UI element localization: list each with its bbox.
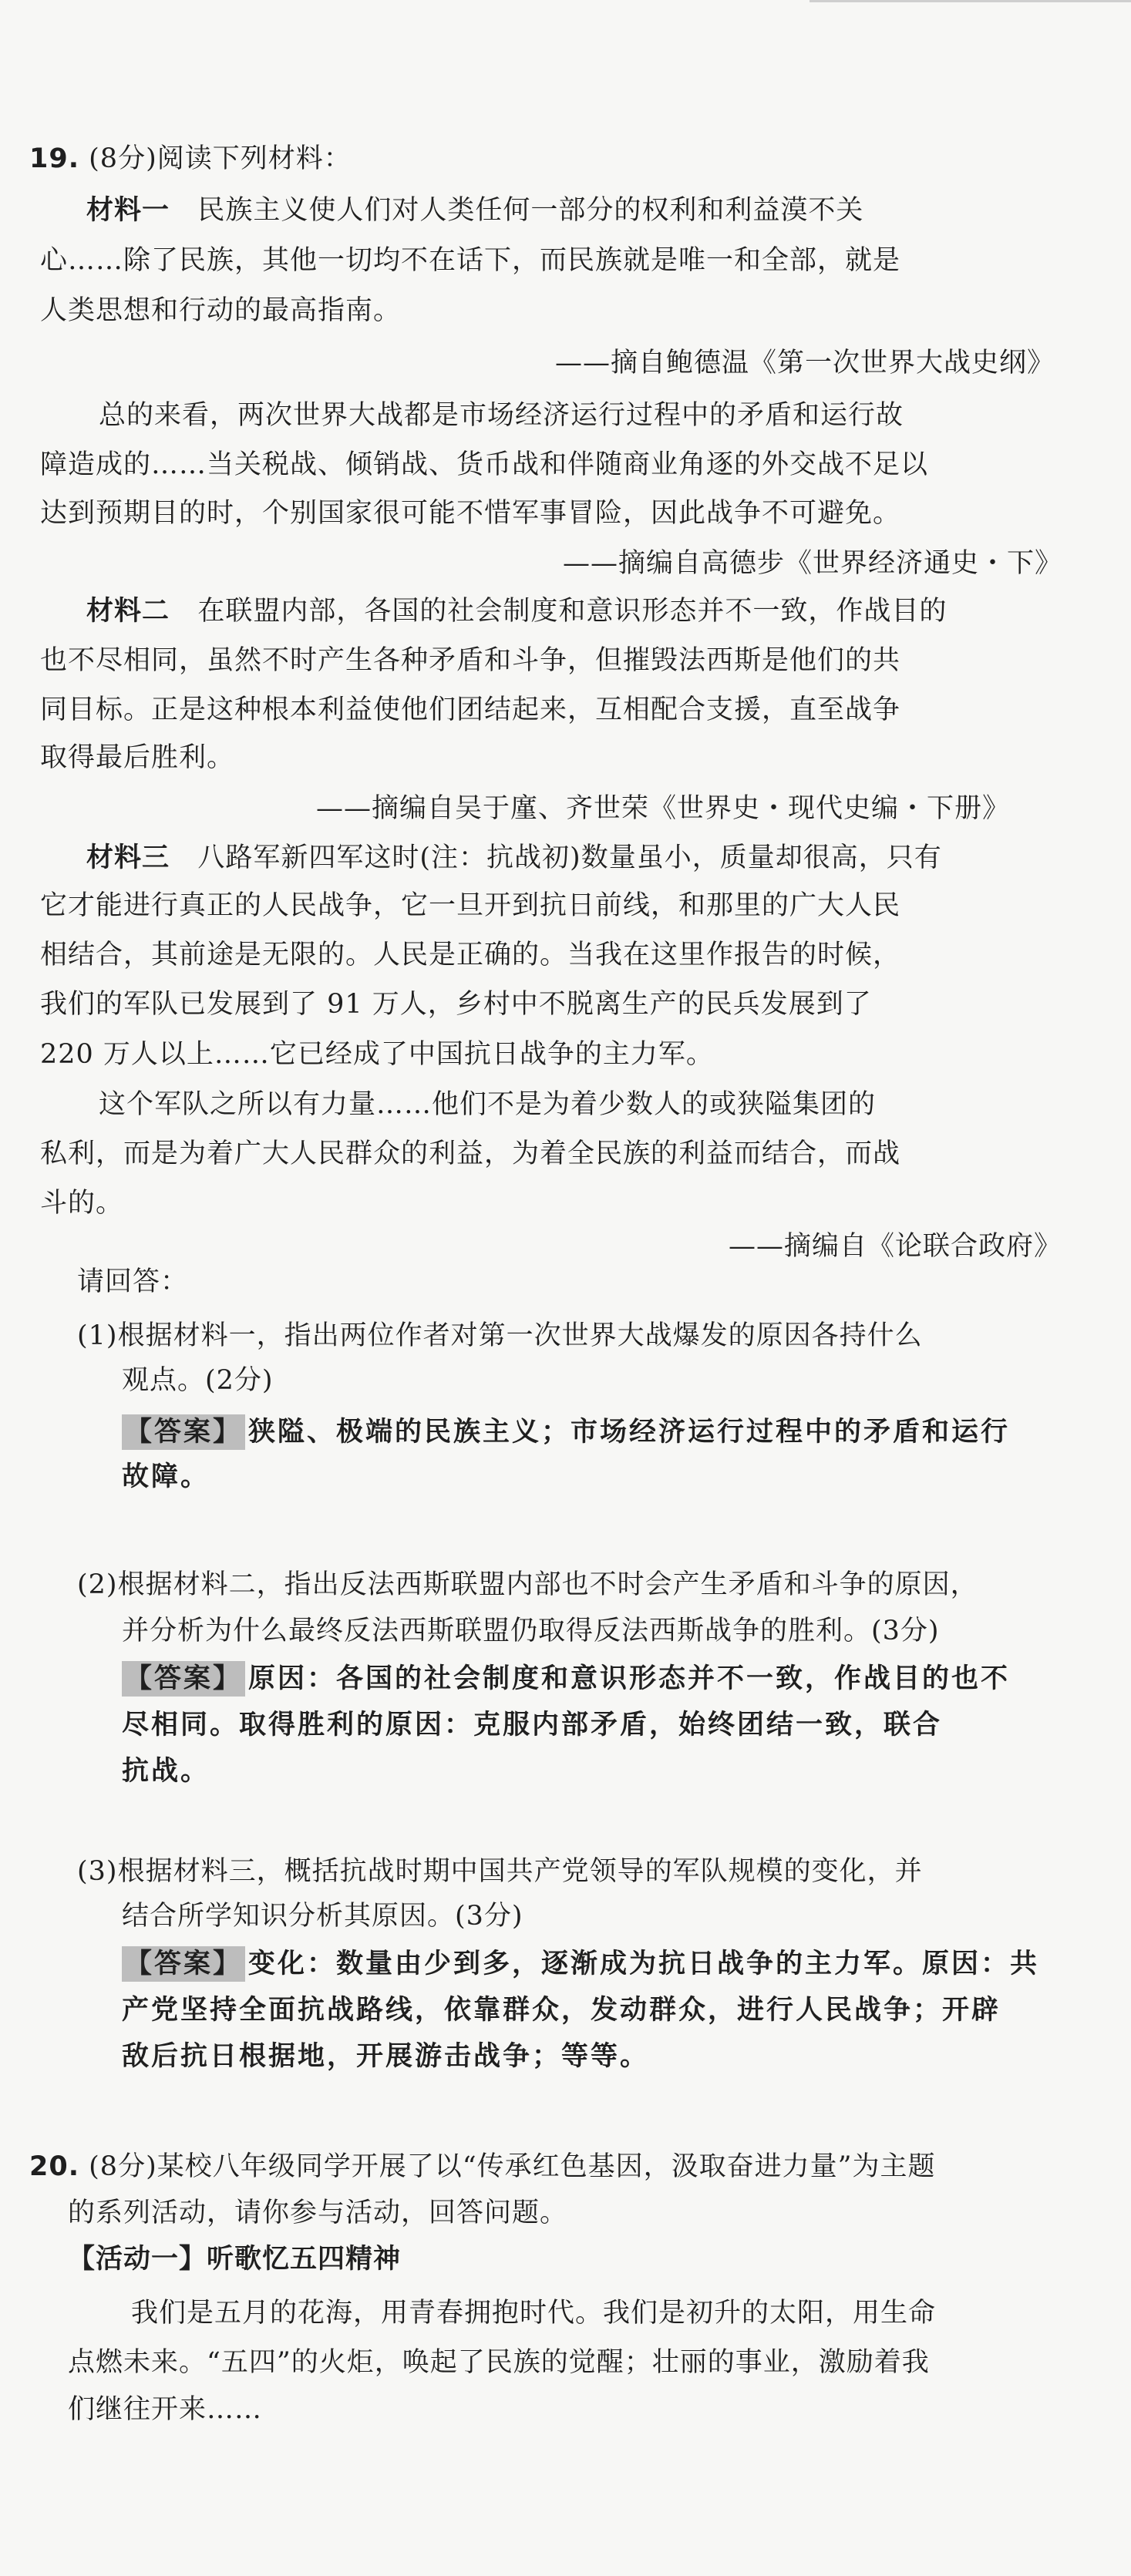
material-2-text: 在联盟内部，各国的社会制度和意识形态并不一致，作战目的	[197, 596, 948, 627]
answer-2-line-3: 抗战。	[122, 1755, 210, 1787]
material-3-source: ——摘编自《论联合政府》	[729, 1231, 1062, 1262]
sub-question-3-line-1: (3)根据材料三，概括抗战时期中国共产党领导的军队规模的变化，并	[77, 1856, 923, 1887]
q19-header	[29, 141, 352, 177]
answer-3-line-3: 敌后抗日根据地，开展游击战争；等等。	[122, 2040, 650, 2072]
answer-3-line-1	[122, 1946, 1039, 1982]
answer-2-text: 原因：各国的社会制度和意识形态并不一致，作战目的也不	[248, 1663, 1011, 1694]
q20-passage-line-1: 我们是五月的花海，用青春拥抱时代。我们是初升的太阳，用生命	[131, 2298, 937, 2329]
q20-passage-line-2: 点燃未来。“五四”的火炬，唤起了民族的觉醒；壮丽的事业，激励着我	[68, 2347, 930, 2378]
material-3-line-2: 它才能进行真正的人民战争，它一旦开到抗日前线，和那里的广大人民	[40, 890, 901, 921]
material-2-line-1	[86, 594, 947, 629]
material-2-line-4: 取得最后胜利。	[40, 742, 235, 773]
answer-tag: 【答案】	[122, 1946, 245, 1982]
material-1-line-3: 人类思想和行动的最高指南。	[40, 295, 402, 326]
material-3-label: 材料三	[86, 842, 170, 873]
sub-question-1-line-2: 观点。(2分)	[122, 1365, 274, 1396]
sub-question-3-line-2: 结合所学知识分析其原因。(3分)	[122, 1901, 523, 1932]
activity-1-title: 【活动一】听歌忆五四精神	[68, 2244, 402, 2275]
material-1-line-1	[86, 193, 863, 228]
answer-1-text: 狭隘、极端的民族主义；市场经济运行过程中的矛盾和运行	[248, 1416, 1011, 1448]
answer-tag: 【答案】	[122, 1661, 245, 1697]
sub-question-1-line-1: (1)根据材料一，指出两位作者对第一次世界大战爆发的原因各持什么	[77, 1320, 923, 1351]
material-2-label: 材料二	[86, 596, 170, 627]
material-2-source: ——摘编自吴于廑、齐世荣《世界史・现代史编・下册》	[316, 793, 1011, 824]
q20-number: 20.	[29, 2151, 80, 2182]
answer-tag: 【答案】	[122, 1414, 245, 1450]
material-1-p2-line-3: 达到预期目的时，个别国家很可能不惜军事冒险，因此战争不可避免。	[40, 498, 901, 529]
answer-1-line-2: 故障。	[122, 1461, 210, 1492]
material-1-p2-line-1: 总的来看，两次世界大战都是市场经济运行过程中的矛盾和运行故	[99, 400, 904, 431]
answer-3-line-2: 产党坚持全面抗战路线，依靠群众，发动群众，进行人民战争；开辟	[122, 1994, 1001, 2026]
q20-header	[29, 2149, 936, 2184]
answer-1-line-1	[122, 1414, 1010, 1450]
material-1-source-1: ——摘自鲍德温《第一次世界大战史纲》	[555, 348, 1055, 378]
material-3-p2-line-3: 斗的。	[40, 1188, 124, 1219]
material-3-line-1	[86, 840, 942, 876]
q20-stem-line-2: 的系列活动，请你参与活动，回答问题。	[68, 2198, 568, 2228]
material-3-line-4: 我们的军队已发展到了 91 万人，乡村中不脱离生产的民兵发展到了	[40, 989, 872, 1020]
material-3-p2-line-1: 这个军队之所以有力量……他们不是为着少数人的或狭隘集团的	[99, 1089, 877, 1120]
material-1-p2-line-2: 障造成的……当关税战、倾销战、货币战和伴随商业角逐的外交战不足以	[40, 449, 929, 480]
material-3-line-5: 220 万人以上……它已经成了中国抗日战争的主力军。	[40, 1039, 714, 1070]
material-3-text: 八路军新四军这时(注：抗战初)数量虽小，质量却很高，只有	[197, 842, 942, 873]
material-3-line-3: 相结合，其前途是无限的。人民是正确的。当我在这里作报告的时候，	[40, 940, 901, 970]
sub-question-2-line-1: (2)根据材料二，指出反法西斯联盟内部也不时会产生矛盾和斗争的原因，	[77, 1569, 978, 1600]
material-2-line-3: 同目标。正是这种根本利益使他们团结起来，互相配合支援，直至战争	[40, 694, 901, 725]
answer-2-line-2: 尽相同。取得胜利的原因：克服内部矛盾，始终团结一致，联合	[122, 1709, 943, 1740]
q20-passage-line-3: 们继往开来……	[68, 2394, 263, 2425]
material-1-source-2: ——摘编自高德步《世界经济通史・下》	[563, 548, 1063, 579]
material-3-p2-line-2: 私利，而是为着广大人民群众的利益，为着全民族的利益而结合，而战	[40, 1138, 901, 1169]
material-2-line-2: 也不尽相同，虽然不时产生各种矛盾和斗争，但摧毁法西斯是他们的共	[40, 645, 901, 676]
material-1-text: 民族主义使人们对人类任何一部分的权利和利益漠不关	[197, 195, 864, 226]
material-1-label: 材料一	[86, 195, 170, 226]
material-1-line-2: 心……除了民族，其他一切均不在话下，而民族就是唯一和全部，就是	[40, 245, 901, 276]
q19-stem: (8分)阅读下列材料：	[89, 143, 352, 174]
answer-3-text: 变化：数量由少到多，逐渐成为抗日战争的主力军。原因：共	[248, 1948, 1040, 1979]
q20-stem-line-1: (8分)某校八年级同学开展了以“传承红色基因，汲取奋进力量”为主题	[89, 2151, 936, 2182]
q19-number: 19.	[29, 143, 80, 174]
answer-prompt: 请回答：	[77, 1266, 189, 1297]
answer-2-line-1	[122, 1661, 1010, 1697]
sub-question-2-line-2: 并分析为什么最终反法西斯联盟仍取得反法西斯战争的胜利。(3分)	[122, 1616, 940, 1646]
